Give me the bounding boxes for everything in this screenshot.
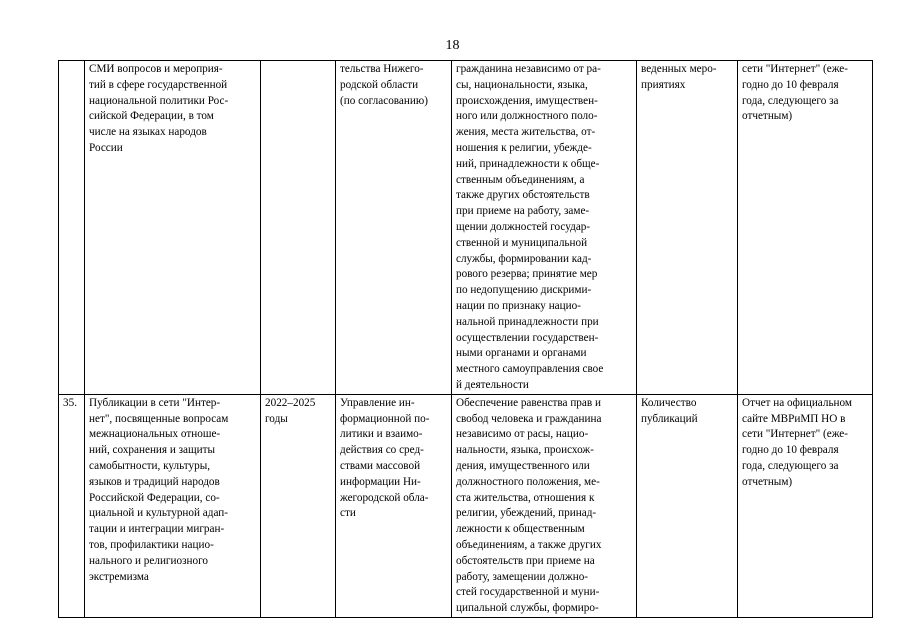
cell-text-line: приятиях (641, 78, 686, 91)
cell-text-line: Российской Федерации, со- (89, 491, 220, 504)
cell-text-line: Обеспечение равенства прав и (456, 396, 601, 409)
cell-text-line: происхождения, имуществен- (456, 94, 598, 107)
cell-text-line: формационной по- (340, 412, 430, 425)
row-number: 35. (63, 396, 77, 409)
cell-text-line: ципальной службы, формиро- (456, 602, 599, 615)
cell-text-line: года, следующего за (742, 459, 839, 472)
period-cell (261, 394, 336, 617)
cell-text-line: языков и традиций народов (89, 475, 220, 488)
report-cell (738, 61, 873, 395)
cell-text-line: экстремизма (89, 570, 149, 583)
executor-cell (336, 394, 452, 617)
cell-text-line: нального и религиозного (89, 554, 209, 567)
cell-text-line: публикаций (641, 412, 698, 425)
cell-text-line: сы, национальности, языка, (456, 78, 588, 91)
cell-text-line: действия со сред- (340, 444, 424, 457)
event-cell (85, 394, 261, 617)
cell-text-line: СМИ вопросов и мероприя- (89, 63, 223, 75)
cell-text-line: ственным объединениям, а (456, 173, 585, 186)
cell-text-line: жегородской обла- (340, 491, 429, 504)
cell-text-line: ственной и муниципальной (456, 236, 588, 249)
cell-text-line: тов, профилактики нацио- (89, 538, 214, 551)
cell-text-line: ний, сохранения и защиты (89, 444, 216, 457)
measures-table (58, 60, 873, 618)
cell-text-line: жения, места жительства, от- (456, 126, 596, 139)
cell-text-line: осуществлении государствен- (456, 331, 599, 344)
cell-text-line: сети "Интернет" (еже- (742, 428, 848, 441)
indicator-cell (637, 61, 738, 395)
cell-text-line: тий в сфере государственной (89, 78, 228, 91)
cell-text-line: религии, убеждений, принад- (456, 507, 597, 520)
executor-cell (336, 61, 452, 395)
cell-text-line: ного или должностного поло- (456, 110, 598, 123)
cell-text-line: щении должностей государ- (456, 220, 591, 233)
cell-text-line: нации по признаку нацио- (456, 299, 581, 312)
goal-cell (452, 394, 637, 617)
event-cell (85, 61, 261, 395)
cell-text-line: при приеме на работу, заме- (456, 205, 590, 218)
period-cell (261, 61, 336, 395)
cell-text-line: рового резерва; принятие мер (456, 268, 598, 281)
cell-text-line: веденных меро- (641, 63, 717, 75)
page-number: 18 (445, 38, 460, 53)
cell-text-line: циальной и культурной адап- (89, 507, 228, 520)
cell-text-line: межнациональных отноше- (89, 428, 221, 441)
cell-text-line: 2022–2025 (265, 396, 316, 409)
cell-text-line: отчетным) (742, 475, 793, 488)
cell-text-line: независимо от расы, нацио- (456, 428, 589, 441)
cell-text-line: сети "Интернет" (еже- (742, 63, 848, 75)
cell-text-line: Управление ин- (340, 396, 415, 409)
goal-cell (452, 61, 637, 395)
cell-text-line: службы, формировании кад- (456, 252, 592, 265)
cell-text-line: лежности к общественным (456, 523, 585, 536)
cell-text-line: дения, имущественного или (456, 459, 590, 472)
cell-text-line: ста жительства, отношения к (456, 491, 595, 504)
cell-text-line: гражданина независимо от ра- (456, 63, 601, 75)
row-number-cell (59, 394, 85, 617)
cell-text-line: информации Ни- (340, 475, 421, 488)
cell-text-line: местного самоуправления свое (456, 363, 604, 376)
cell-text-line: годно до 10 февраля (742, 78, 839, 91)
cell-text-line: Количество (641, 396, 697, 409)
cell-text-line: ний, принадлежности к обще- (456, 157, 600, 170)
cell-text-line: сайте МВРиМП НО в (742, 412, 846, 425)
cell-text-line: по недопущению дискрими- (456, 284, 592, 297)
cell-text-line: работу, замещении должно- (456, 570, 589, 583)
cell-text-line: должностного положения, ме- (456, 475, 600, 488)
cell-text-line: свобод человека и гражданина (456, 412, 602, 425)
cell-text-line: сийской Федерации, в том (89, 110, 214, 123)
cell-text-line: годно до 10 февраля (742, 444, 839, 457)
cell-text-line: годы (265, 412, 288, 425)
cell-text-line: нальности, языка, происхож- (456, 444, 594, 457)
cell-text-line: нальной принадлежности при (456, 315, 599, 328)
cell-text-line: числе на языках народов (89, 126, 207, 139)
cell-text-line: нет", посвященные вопросам (89, 412, 229, 425)
table-row (59, 394, 873, 617)
cell-text-line: самобытности, культуры, (89, 459, 211, 472)
cell-text-line: стей государственной и муни- (456, 586, 600, 599)
cell-text-line: объединениям, а также других (456, 538, 602, 551)
cell-text-line: литики и взаимо- (340, 428, 423, 441)
cell-text-line: ными органами и органами (456, 347, 587, 360)
cell-text-line: ствами массовой (340, 459, 421, 472)
cell-text-line: (по согласованию) (340, 94, 428, 107)
indicator-cell (637, 394, 738, 617)
row-number-cell (59, 61, 85, 395)
report-cell (738, 394, 873, 617)
cell-text-line: России (89, 141, 123, 154)
cell-text-line: родской области (340, 78, 419, 91)
cell-text-line: тации и интеграции мигран- (89, 523, 225, 536)
cell-text-line: Отчет на официальном (742, 396, 852, 409)
cell-text-line: отчетным) (742, 110, 793, 123)
cell-text-line: Публикации в сети "Интер- (89, 396, 221, 409)
cell-text-line: сти (340, 507, 356, 520)
cell-text-line: обстоятельств при приеме на (456, 554, 595, 567)
cell-text-line: тельства Нижего- (340, 63, 424, 75)
table-row (59, 61, 873, 395)
cell-text-line: также других обстоятельств (456, 189, 590, 202)
cell-text-line: й деятельности (456, 378, 529, 391)
cell-text-line: года, следующего за (742, 94, 839, 107)
cell-text-line: ношения к религии, убежде- (456, 141, 592, 154)
cell-text-line: национальной политики Рос- (89, 94, 229, 107)
